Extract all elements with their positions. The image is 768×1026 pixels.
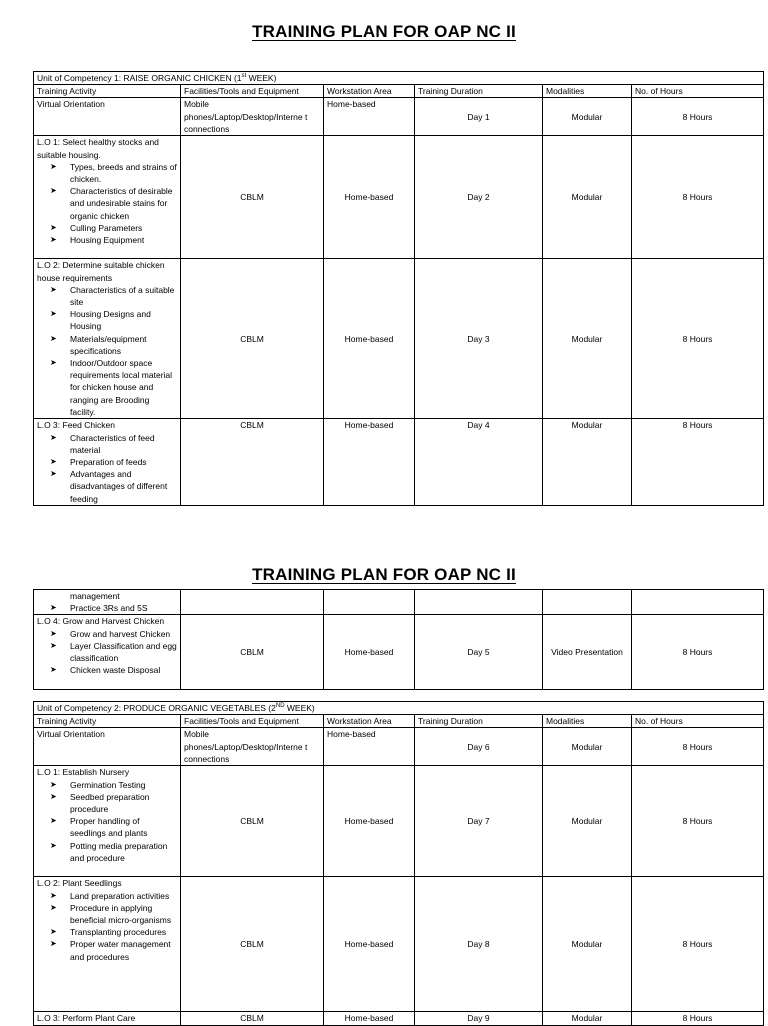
- topic-item: ➤ Characteristics of feed material: [70, 432, 177, 456]
- duration-cell: Day 3: [415, 259, 543, 419]
- topic-item: ➤ Practice 3Rs and 5S: [70, 602, 177, 614]
- table-row: [34, 615, 764, 690]
- topic-list: [37, 779, 177, 864]
- table-header-row: [34, 715, 764, 728]
- training-plan-table-2: [33, 701, 764, 1026]
- activity-cell: [34, 766, 181, 877]
- topic-item: ➤ Indoor/Outdoor space requirements local material for chicken house and ranging are Brooding facility.: [70, 357, 177, 418]
- topic-item: ➤ Materials/equipment specifications: [70, 333, 177, 357]
- facilities-cell: [181, 590, 324, 615]
- header-activity: Training Activity: [34, 85, 181, 98]
- area-cell: Home-based: [324, 615, 415, 690]
- header-duration: Training Duration: [415, 715, 543, 728]
- header-activity: Training Activity: [34, 715, 181, 728]
- activity-title: L.O 2: Plant Seedlings: [37, 878, 122, 889]
- hours-cell: 8 Hours: [632, 419, 764, 505]
- modality-cell: Modular: [543, 419, 632, 505]
- activity-cell: Virtual Orientation: [34, 728, 181, 766]
- topic-list: [37, 628, 177, 677]
- unit-of-competency-row: [34, 702, 764, 715]
- facilities-cell: CBLM: [181, 1012, 324, 1026]
- topic-list: [37, 284, 177, 418]
- modality-cell: Modular: [543, 1012, 632, 1026]
- table-row: [34, 766, 764, 877]
- duration-cell: [415, 590, 543, 615]
- topic-item: ➤ Proper handling of seedlings and plants: [70, 815, 177, 839]
- activity-cell: [34, 590, 181, 615]
- continued-text: management: [70, 591, 120, 601]
- header-hours: No. of Hours: [632, 85, 764, 98]
- table-row-continued: [34, 590, 764, 615]
- topic-item: ➤ Seedbed preparation procedure: [70, 791, 177, 815]
- header-workstation: Workstation Area: [324, 85, 415, 98]
- facilities-cell: CBLM: [181, 615, 324, 690]
- facilities-cell: CBLM: [181, 877, 324, 1012]
- hours-cell: 8 Hours: [632, 1012, 764, 1026]
- page-title-1: TRAINING PLAN FOR OAP NC II: [252, 22, 516, 41]
- activity-title: L.O 4: Grow and Harvest Chicken: [37, 616, 165, 627]
- activity-cell: [34, 419, 181, 505]
- topic-item: ➤ Culling Parameters: [70, 222, 177, 234]
- duration-cell: Day 2: [415, 136, 543, 259]
- hours-cell: 8 Hours: [632, 615, 764, 690]
- topic-item: ➤ Preparation of feeds: [70, 456, 177, 468]
- topic-item: ➤ Procedure in applying beneficial micro-organisms: [70, 902, 177, 926]
- topic-item: ➤ Land preparation activities: [70, 890, 177, 902]
- topic-item: ➤ Transplanting procedures: [70, 926, 177, 938]
- facilities-cell: CBLM: [181, 419, 324, 505]
- area-cell: Home-based: [324, 728, 415, 766]
- modality-cell: Modular: [543, 766, 632, 877]
- duration-cell: Day 6: [415, 728, 543, 766]
- unit-of-competency-1: Unit of Competency 1: RAISE ORGANIC CHICKEN (1st WEEK): [34, 72, 764, 85]
- topic-item: ➤ Characteristics of a suitable site: [70, 284, 177, 308]
- area-cell: Home-based: [324, 98, 415, 136]
- table-row: [34, 728, 764, 766]
- unit-of-competency-2: Unit of Competency 2: PRODUCE ORGANIC VEGETABLES (2ND WEEK): [34, 702, 764, 715]
- header-duration: Training Duration: [415, 85, 543, 98]
- activity-cell: [34, 877, 181, 1012]
- unit-of-competency-row: [34, 72, 764, 85]
- table-row: [34, 419, 764, 505]
- hours-cell: 8 Hours: [632, 766, 764, 877]
- topic-item: ➤ Grow and harvest Chicken: [70, 628, 177, 640]
- duration-cell: Day 9: [415, 1012, 543, 1026]
- activity-title: L.O 1: Establish Nursery: [37, 767, 130, 778]
- activity-cell: [34, 615, 181, 690]
- area-cell: [324, 590, 415, 615]
- activity-cell: Virtual Orientation: [34, 98, 181, 136]
- facilities-cell: CBLM: [181, 259, 324, 419]
- area-cell: Home-based: [324, 877, 415, 1012]
- training-plan-table-continued: [33, 589, 764, 690]
- topic-item: ➤ Advantages and disadvantages of different feeding: [70, 468, 177, 505]
- topic-item: ➤ Characteristics of desirable and undesirable stains for organic chicken: [70, 185, 177, 222]
- table-row: [34, 259, 764, 419]
- topic-item: ➤ Proper water management and procedures: [70, 938, 177, 962]
- topic-list: [37, 161, 177, 246]
- hours-cell: 8 Hours: [632, 259, 764, 419]
- area-cell: Home-based: [324, 136, 415, 259]
- topic-list: [37, 602, 177, 614]
- facilities-cell: CBLM: [181, 136, 324, 259]
- header-facilities: Facilities/Tools and Equipment: [181, 85, 324, 98]
- activity-title: L.O 2: Determine suitable chicken house requirements: [37, 260, 165, 283]
- topic-item: ➤ Chicken waste Disposal: [70, 664, 177, 676]
- hours-cell: 8 Hours: [632, 877, 764, 1012]
- duration-cell: Day 8: [415, 877, 543, 1012]
- area-cell: Home-based: [324, 766, 415, 877]
- activity-title: L.O 1: Select healthy stocks and suitable housing.: [37, 137, 159, 160]
- duration-cell: Day 4: [415, 419, 543, 505]
- duration-cell: Day 1: [415, 98, 543, 136]
- modality-cell: Modular: [543, 136, 632, 259]
- header-modalities: Modalities: [543, 715, 632, 728]
- modality-cell: Video Presentation: [543, 615, 632, 690]
- area-cell: Home-based: [324, 259, 415, 419]
- activity-cell: [34, 136, 181, 259]
- header-workstation: Workstation Area: [324, 715, 415, 728]
- topic-list: [37, 890, 177, 963]
- hours-cell: 8 Hours: [632, 98, 764, 136]
- training-plan-table-1: [33, 71, 764, 506]
- modality-cell: Modular: [543, 98, 632, 136]
- facilities-cell: CBLM: [181, 766, 324, 877]
- topic-item: ➤ Layer Classification and egg classification: [70, 640, 177, 664]
- header-hours: No. of Hours: [632, 715, 764, 728]
- header-facilities: Facilities/Tools and Equipment: [181, 715, 324, 728]
- area-cell: Home-based: [324, 1012, 415, 1026]
- header-modalities: Modalities: [543, 85, 632, 98]
- table-row: [34, 877, 764, 1012]
- page-title-2: TRAINING PLAN FOR OAP NC II: [252, 565, 516, 584]
- table-header-row: [34, 85, 764, 98]
- facilities-cell: Mobile phones/Laptop/Desktop/Interne t connections: [181, 728, 324, 766]
- topic-list: [37, 432, 177, 505]
- hours-cell: 8 Hours: [632, 136, 764, 259]
- activity-cell: L.O 3: Perform Plant Care: [34, 1012, 181, 1026]
- topic-item: ➤ Germination Testing: [70, 779, 177, 791]
- activity-title: L.O 3: Feed Chicken: [37, 420, 115, 431]
- modality-cell: Modular: [543, 728, 632, 766]
- activity-cell: [34, 259, 181, 419]
- topic-item: ➤ Housing Designs and Housing: [70, 308, 177, 332]
- facilities-cell: Mobile phones/Laptop/Desktop/Interne t connections: [181, 98, 324, 136]
- modality-cell: Modular: [543, 259, 632, 419]
- hours-cell: 8 Hours: [632, 728, 764, 766]
- topic-item: ➤ Potting media preparation and procedure: [70, 840, 177, 864]
- modality-cell: [543, 590, 632, 615]
- hours-cell: [632, 590, 764, 615]
- area-cell: Home-based: [324, 419, 415, 505]
- duration-cell: Day 5: [415, 615, 543, 690]
- modality-cell: Modular: [543, 877, 632, 1012]
- duration-cell: Day 7: [415, 766, 543, 877]
- table-row: [34, 98, 764, 136]
- topic-item: ➤ Housing Equipment: [70, 234, 177, 246]
- topic-item: ➤ Types, breeds and strains of chicken.: [70, 161, 177, 185]
- table-row: [34, 136, 764, 259]
